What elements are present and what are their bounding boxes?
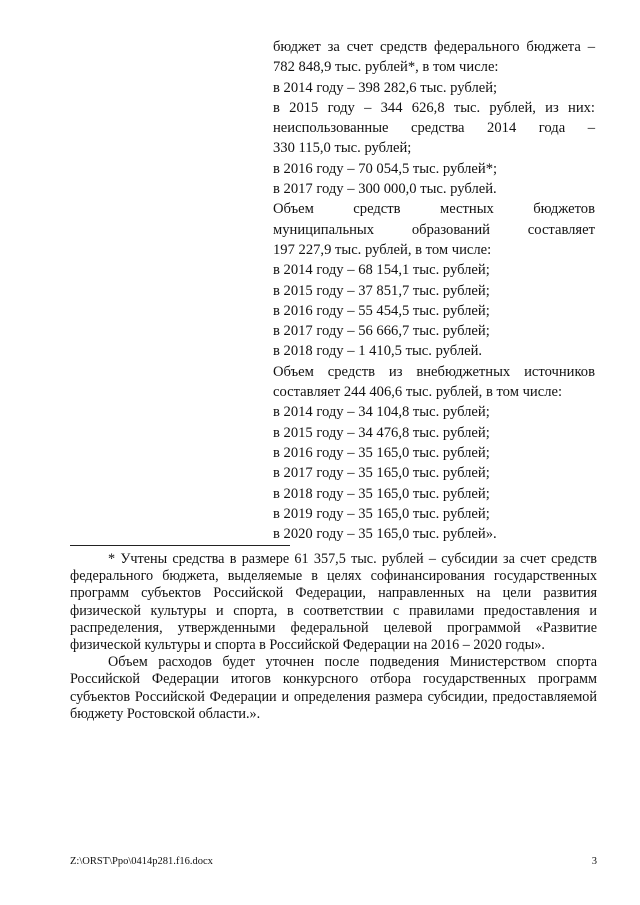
body-line: в 2016 году – 70 054,5 тыс. рублей*;	[273, 160, 498, 177]
footnote-separator	[70, 545, 290, 546]
body-line: в 2015 году – 37 851,7 тыс. рублей;	[273, 282, 490, 299]
body-line: 782 848,9 тыс. рублей*, в том числе:	[273, 59, 499, 76]
body-line: в 2014 году – 398 282,6 тыс. рублей;	[273, 79, 498, 96]
budget-text-column	[273, 37, 595, 544]
body-line: составляет 244 406,6 тыс. рублей, в том числе:	[273, 384, 563, 401]
body-line: в 2017 году – 35 165,0 тыс. рублей;	[273, 465, 490, 482]
body-line: в 2018 году – 35 165,0 тыс. рублей;	[273, 485, 490, 502]
footnote-1: * Учтены средства в размере 61 357,5 тыс. рублей – субсидии за счет средств федерального бюджета, выделяемые в целях софинансирования государственных программ субъектов Российской Федерации, направленных на цели развития физической культуры и спорта, в соответствии с правилами предоставления и распределения, утвержденными федеральной целевой программой «Развитие физической культуры и спорта в Российской Федерации на 2016 – 2020 годы».	[70, 551, 597, 654]
footnote-block	[70, 551, 597, 723]
body-line: Объем средств местных бюджетов	[273, 201, 595, 218]
body-line: муниципальных образований составляет	[273, 221, 595, 238]
body-line: в 2015 году – 34 476,8 тыс. рублей;	[273, 424, 490, 441]
body-line: в 2014 году – 68 154,1 тыс. рублей;	[273, 262, 490, 279]
body-line: Объем средств из внебюджетных источников	[273, 363, 595, 380]
body-line: в 2014 году – 34 104,8 тыс. рублей;	[273, 404, 490, 421]
body-line: бюджет за счет средств федерального бюджета –	[273, 39, 595, 55]
body-line: в 2018 году – 1 410,5 тыс. рублей.	[273, 343, 483, 360]
page-number: 3	[591, 856, 597, 867]
body-line: 197 227,9 тыс. рублей, в том числе:	[273, 241, 492, 258]
page-footer	[70, 856, 597, 867]
body-line: в 2017 году – 300 000,0 тыс. рублей.	[273, 181, 497, 198]
body-line: в 2017 году – 56 666,7 тыс. рублей;	[273, 323, 490, 340]
body-line: в 2020 году – 35 165,0 тыс. рублей».	[273, 526, 497, 543]
body-line: в 2016 году – 55 454,5 тыс. рублей;	[273, 302, 490, 319]
file-path: Z:\ORST\Ppo\0414p281.f16.docx	[70, 856, 213, 867]
body-line: в 2019 году – 35 165,0 тыс. рублей;	[273, 505, 490, 522]
body-line: в 2015 году – 344 626,8 тыс. рублей, из них:	[273, 99, 595, 116]
body-line: в 2016 году – 35 165,0 тыс. рублей;	[273, 444, 490, 461]
body-line: 330 115,0 тыс. рублей;	[273, 140, 412, 157]
body-line: неиспользованные средства 2014 года –	[273, 120, 595, 137]
footnote-2: Объем расходов будет уточнен после подведения Министерством спорта Российской Федерации итогов конкурсного отбора государственных программ субъектов Российской Федерации и определения размера субсидии, предоставляемой бюджету Ростовской области.».	[70, 654, 597, 722]
